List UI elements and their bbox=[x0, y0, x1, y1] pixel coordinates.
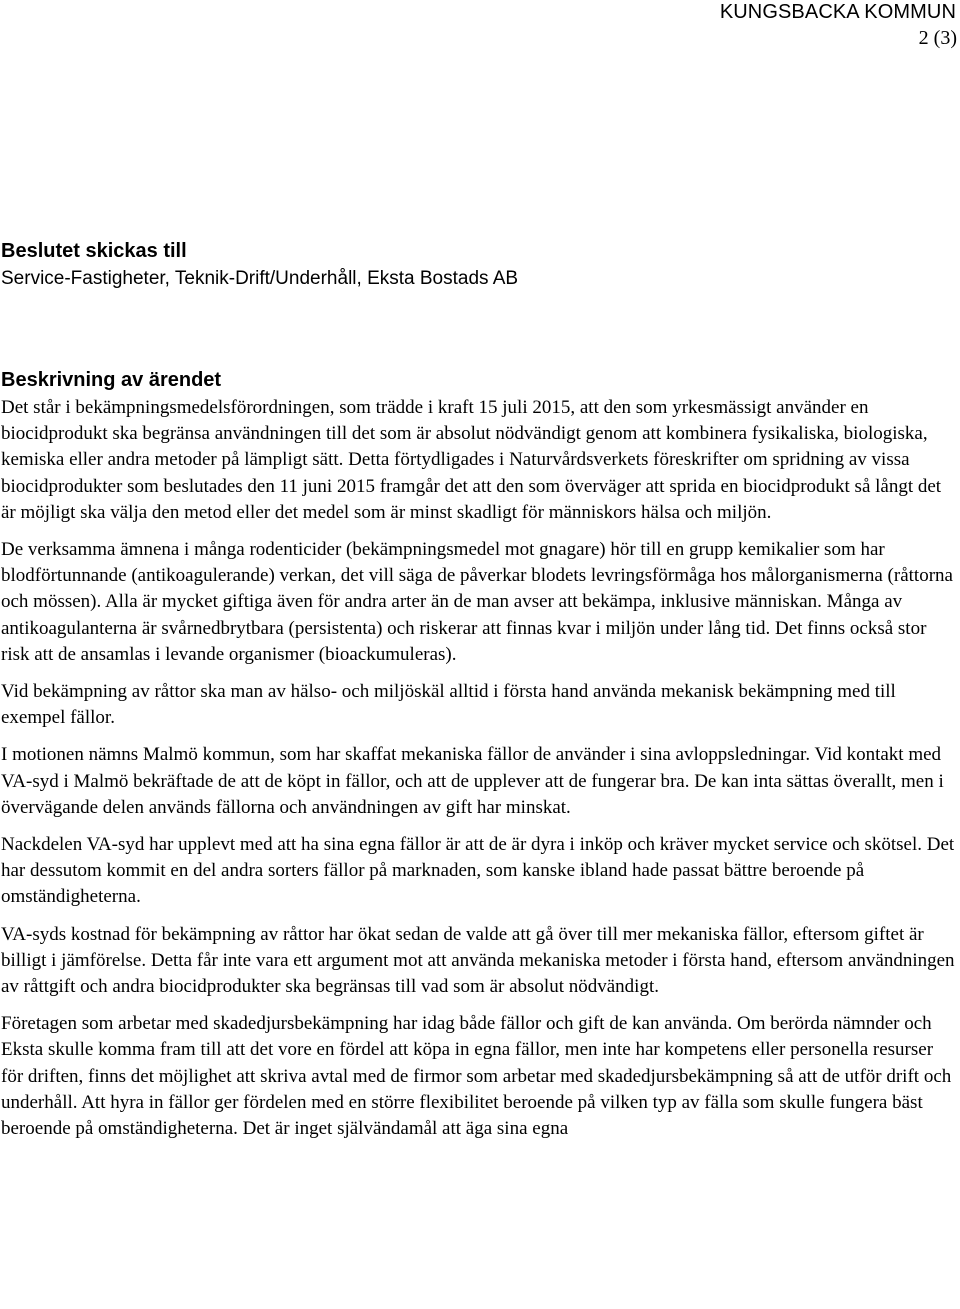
organization-name: KUNGSBACKA KOMMUN bbox=[719, 1, 956, 23]
paragraph-malmo-motion: I motionen nämns Malmö kommun, som har skaffat mekaniska fällor de använder i sina avloppsledningar. Vid kontakt med VA-syd i Malmö bekräftade de att de köpt in fällor, och att de upplever att de fungerar bra. De kan inta sättas överallt, men i övervägande delen används fällorna och användningen av gift har minskat. bbox=[1, 744, 944, 818]
paragraph-va-syd-costs: VA-syds kostnad för bekämpning av råttor har ökat sedan de valde att gå över till mer mekaniska fällor, eftersom giftet är billigt i jämförelse. Detta får inte vara ett argument mot att använda mekaniska metoder i första hand, eftersom användningen av råttgift och andra biocidprodukter ska begränsas till vad som är absolut nödvändigt. bbox=[1, 923, 955, 998]
paragraph-rodenticides: De verksamma ämnena i många rodenticider (bekämpningsmedel mot gnagare) hör till en grupp kemikalier som har blodförtunnande (antikoagulerande) verkan, det vill säga de påverkar blodets levringsförmåga hos målorganismerna (råttorna och mössen). Alla är mycket giftiga även för andra arter än de man avser att bekämpa, inklusive människan. Många av antikoagulanterna är svårnedbrytbara (persistenta) och riskerar att finnas kvar i miljön under lång tid. Det finns också stor risk att de ansamlas i levande organismer (bioackumuleras). bbox=[1, 539, 953, 665]
paragraph-va-syd-drawbacks: Nackdelen VA-syd har upplevt med att ha sina egna fällor är att de är dyra i inköp och kräver mycket service och skötsel. Det har dessutom kommit en del andra sorters fällor på marknaden, som kanske ibland hade passat bättre beroende på omständigheterna. bbox=[1, 834, 955, 908]
page-number: 2 (3) bbox=[918, 27, 957, 49]
paragraph-mechanical-control: Vid bekämpning av råttor ska man av hälso- och miljöskäl alltid i första hand använda mekanisk bekämpning med till exempel fällor. bbox=[1, 681, 896, 729]
document-body bbox=[1, 238, 959, 1153]
description-heading: Beskrivning av ärendet bbox=[1, 369, 222, 391]
section-spacer bbox=[1, 292, 959, 367]
paragraph-regulation: Det står i bekämpningsmedelsförordningen, som trädde i kraft 15 juli 2015, att den som yrkesmässigt använder en biocidprodukt ska begränsa användningen till det som är absolut nödvändigt genom att kombinera fysikaliska, biologiska, kemiska eller andra metoder på lämpligt sätt. Detta förtydligades i Naturvårdsverkets föreskrifter om spridning av vissa biocidprodukter som beslutades den 11 juni 2015 framgår det att den som överväger att sprida en biocidprodukt så långt det är möjligt ska välja den metod eller det medel som är minst skadligt för människors hälsa och miljön. bbox=[1, 397, 942, 523]
sent-to-heading: Beslutet skickas till bbox=[1, 240, 187, 262]
recipients-list: Service-Fastigheter, Teknik-Drift/Underhåll, Eksta Bostads AB bbox=[1, 268, 519, 289]
paragraph-pest-control-companies: Företagen som arbetar med skadedjursbekämpning har idag både fällor och gift de kan använda. Om berörda nämnder och Eksta skulle komma fram till att det vore en fördel att köpa in egna fällor, men inte har kompetens eller personella resurser för driften, finns det möjlighet att skriva avtal med de firmor som arbetar med skadedjursbekämpning så att de utför drift och underhåll. Att hyra in fällor ger fördelen med en större flexibilitet beroende på vilken typ av fälla som skulle fungera bäst beroende på omständigheterna. Det är inget självändamål att äga sina egna bbox=[1, 1013, 952, 1140]
